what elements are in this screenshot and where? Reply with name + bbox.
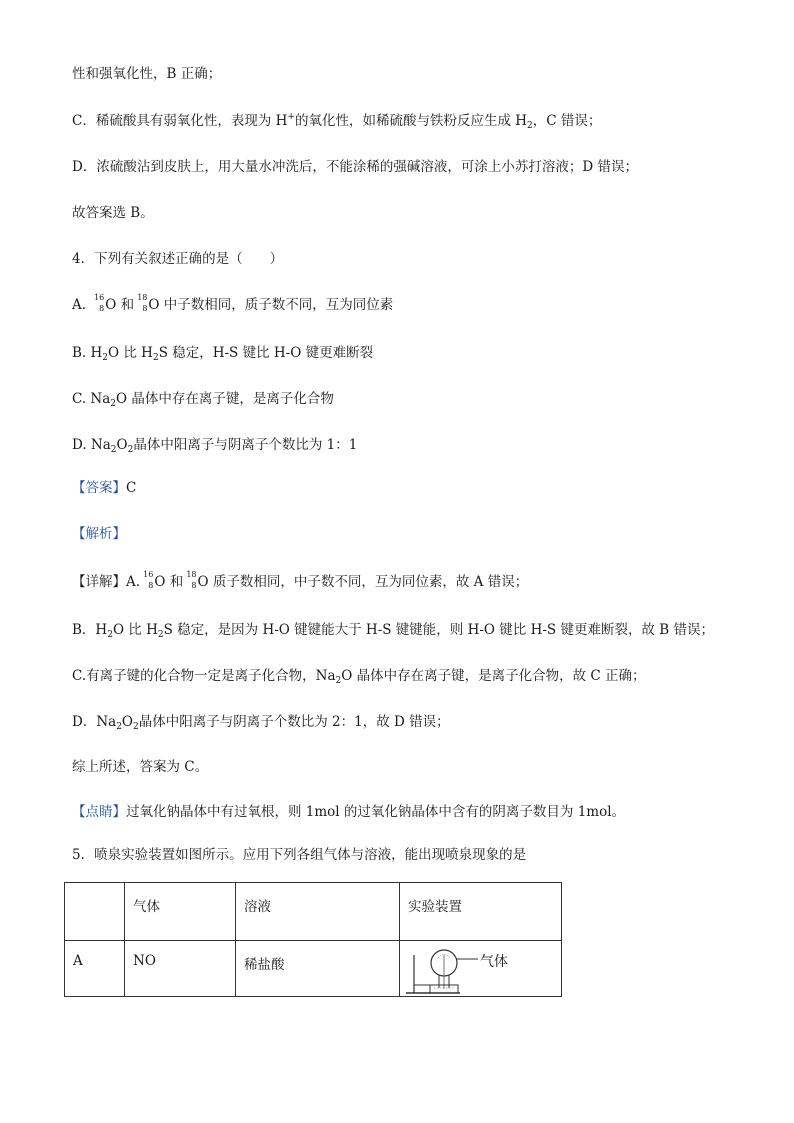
table-header-row	[65, 883, 562, 941]
detail-c-line: C.有离子键的化合物一定是离子化合物，$Na_2O$ 晶体中存在离子键，是离子化合物，故 C 正确；	[72, 668, 646, 686]
question-4-option-d: D. $Na_2O_2$晶体中阳离子与阴离子个数比为 1：1	[72, 437, 358, 455]
detail-tag: 【详解】	[72, 574, 126, 590]
detail-a-line: 【详解】A. 16 8 O 和 18 8 O 质子数相同，中子数不同，互为同位素，故 A 错误；	[72, 570, 529, 590]
table-header-cell: 溶液	[236, 883, 400, 941]
answer-tag: 【答案】	[72, 480, 126, 496]
row-apparatus	[400, 941, 562, 997]
question-5-table	[64, 882, 562, 997]
detail-b-line: B．$H_2O$ 比 $H_2S$ 稳定，是因为 H-O 键键能大于 H-S 键键能，则 H-O 键比 H-S 键更难断裂，故 B 错误；	[72, 622, 714, 640]
option-c-explanation: C．稀硫酸具有弱氧化性，表现为 H+的氧化性，如稀硫酸与铁粉反应生成 $H_2$，C 错误；	[72, 112, 602, 131]
nuclide-symbol: 16 8	[94, 293, 105, 313]
table-header-cell: 气体	[125, 883, 236, 941]
table-header-cell	[65, 883, 125, 941]
apparatus-gas-label: 气体	[480, 954, 508, 970]
text-line: 性和强氧化性，B 正确；	[72, 66, 222, 82]
nuclide-symbol: 16 8	[143, 570, 154, 590]
row-label: A	[65, 941, 125, 997]
answer-conclusion: 故答案选 B。	[72, 205, 154, 221]
analysis-line	[72, 524, 126, 544]
answer-value: C	[126, 480, 137, 496]
detail-d-line: D．$Na_2O_2$晶体中阳离子与阴离子个数比为 2：1，故 D 错误；	[72, 714, 450, 732]
question-4-stem: 4．下列有关叙述正确的是（ ）	[72, 251, 284, 267]
table-header-cell: 实验装置	[400, 883, 562, 941]
point-tag: 【点睛】	[72, 804, 126, 820]
row-gas: NO	[125, 941, 236, 997]
question-4-option-a: A． 16 8 O 和 18 8 O 中子数相同，质子数不同，互为同位素	[72, 293, 394, 313]
nuclide-symbol: 18 8	[186, 570, 197, 590]
question-4-option-b: B. $H_2O$ 比 $H_2S$ 稳定，H-S 键比 H-O 键更难断裂	[72, 345, 374, 363]
question-4-option-c: C. $Na_2O$ 晶体中存在离子键，是离子化合物	[72, 391, 334, 409]
nuclide-symbol: 18 8	[137, 293, 148, 313]
question-5-stem: 5．喷泉实验装置如图所示。应用下列各组气体与溶液，能出现喷泉现象的是	[72, 847, 527, 863]
table-row	[65, 941, 562, 997]
option-d-explanation: D．浓硫酸沾到皮肤上，用大量水冲洗后，不能涂稀的强碱溶液，可涂上小苏打溶液；D 错误；	[72, 159, 638, 175]
answer-line	[72, 478, 136, 498]
analysis-tag: 【解析】	[72, 526, 126, 542]
point-line: 【点睛】过氧化钠晶体中有过氧根，则 1mol 的过氧化钠晶体中含有的阴离子数目为 1mol。	[72, 804, 626, 820]
row-solution: 稀盐酸	[236, 941, 400, 997]
summary-line: 综上所述，答案为 C。	[72, 759, 209, 775]
